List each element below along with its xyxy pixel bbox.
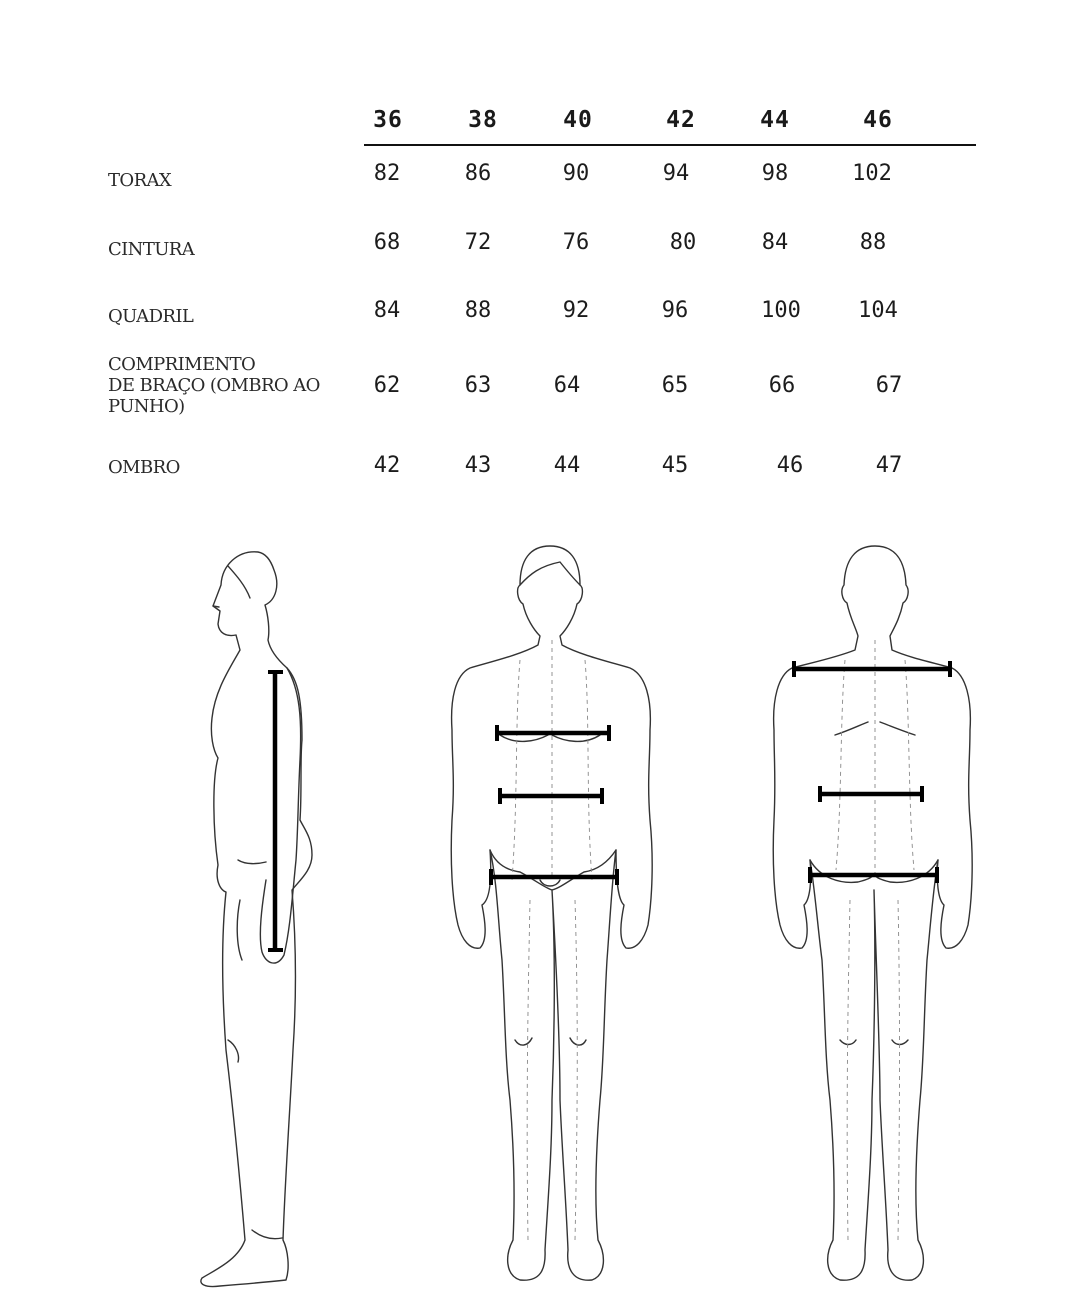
size-header: 36 [373, 107, 403, 133]
table-cell: 104 [858, 298, 898, 323]
size-chart-table [0, 0, 1080, 500]
size-header: 46 [863, 107, 893, 133]
row-label-torax: TORAX [108, 170, 172, 191]
header-divider [364, 144, 976, 146]
table-cell: 45 [661, 453, 689, 478]
side-view-figure [201, 552, 312, 1287]
row-label-ombro: OMBRO [108, 457, 180, 478]
row-label-comprimento-braco: COMPRIMENTO DE BRAÇO (OMBRO AO PUNHO) [108, 354, 320, 417]
table-cell: 92 [562, 298, 590, 323]
table-cell: 64 [553, 373, 581, 398]
table-cell: 72 [464, 230, 492, 255]
table-cell: 62 [373, 373, 401, 398]
size-header: 40 [563, 107, 593, 133]
table-cell: 66 [768, 373, 796, 398]
table-cell: 88 [859, 230, 887, 255]
table-cell: 84 [761, 230, 789, 255]
table-cell: 46 [776, 453, 804, 478]
back-view-figure [773, 546, 972, 1280]
size-header: 38 [468, 107, 498, 133]
table-cell: 47 [875, 453, 903, 478]
table-cell: 90 [562, 161, 590, 186]
table-cell: 100 [761, 298, 801, 323]
table-cell: 86 [464, 161, 492, 186]
table-cell: 88 [464, 298, 492, 323]
figures-illustration [0, 530, 1080, 1300]
measurement-figures [0, 530, 1080, 1300]
table-cell: 80 [669, 230, 697, 255]
front-view-figure [451, 546, 652, 1280]
size-header: 42 [666, 107, 696, 133]
row-label-quadril: QUADRIL [108, 306, 194, 327]
row-label-cintura: CINTURA [108, 239, 195, 260]
table-cell: 84 [373, 298, 401, 323]
table-cell: 98 [761, 161, 789, 186]
table-cell: 44 [553, 453, 581, 478]
table-cell: 43 [464, 453, 492, 478]
table-cell: 102 [852, 161, 892, 186]
table-cell: 94 [662, 161, 690, 186]
table-cell: 67 [875, 373, 903, 398]
table-cell: 76 [562, 230, 590, 255]
size-header: 44 [760, 107, 790, 133]
table-cell: 68 [373, 230, 401, 255]
table-cell: 42 [373, 453, 401, 478]
table-cell: 96 [661, 298, 689, 323]
table-cell: 63 [464, 373, 492, 398]
table-cell: 82 [373, 161, 401, 186]
table-cell: 65 [661, 373, 689, 398]
